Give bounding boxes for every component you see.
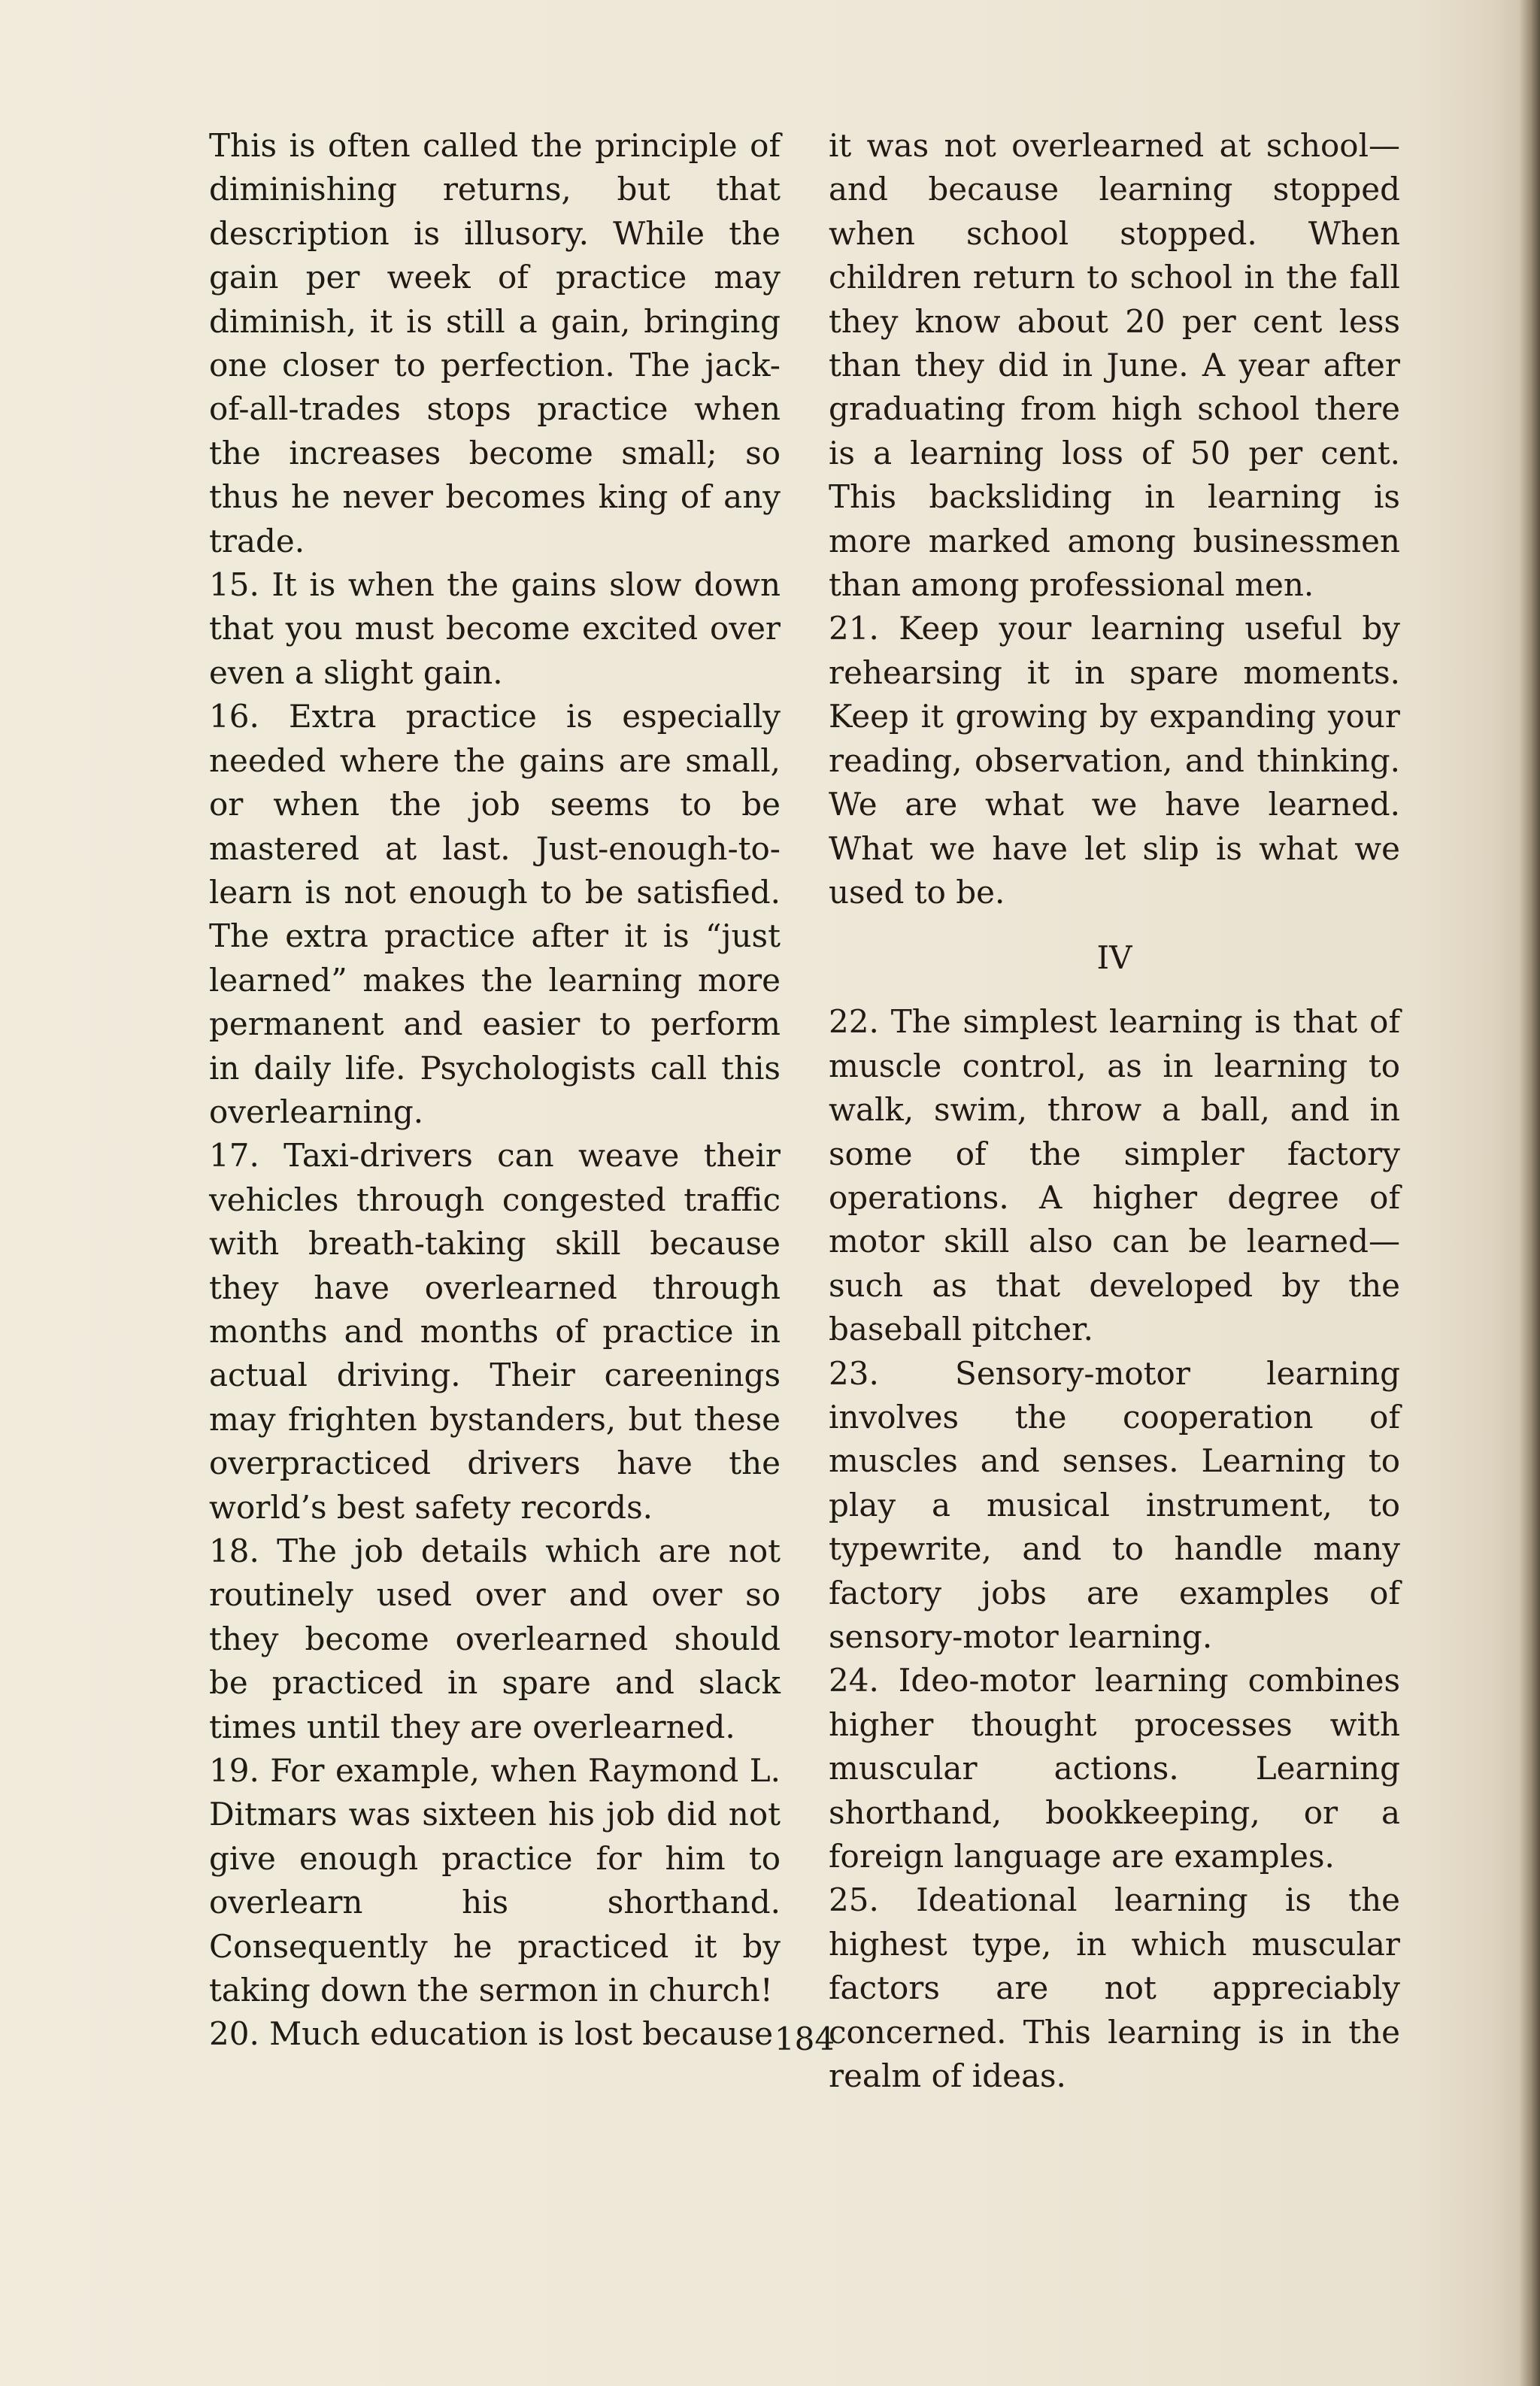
paragraph-18: 18. The job details which are not routinely used over and over so they become overlearned should be practiced in spare and slack times until they are overlearned. xyxy=(209,1533,781,1745)
paragraph-diminishing-returns: This is often called the principle of diminishing returns, but that description is illusory. While the gain per week of practice may diminish, it is still a gain, bringing one closer to perfection. The jack-of-all-trades stops practice when the increases become small; so thus he never becomes king of any trade. xyxy=(209,127,781,559)
section-heading: IV xyxy=(1096,939,1132,977)
paragraph-20-continued: it was not overlearned at school—and because learning stopped when school stopped. When children return to school in the fall they know about 20 per cent less than they did in June. A year after graduating from high school there is a learning loss of 50 per cent. This backsliding in learning is more marked among businessmen than among professional men. xyxy=(829,127,1400,604)
paragraph-25: 25. Ideational learning is the highest type, in which muscular factors are not appreciably concerned. This learning is in the realm of ideas. xyxy=(829,1881,1400,2095)
paragraph-17: 17. Taxi-drivers can weave their vehicles through congested traffic with breath-taking skill because they have overlearned through months and months of practice in actual driving. Their careenings may frighten bystanders, but these overpracticed drivers have the world’s best safety records. xyxy=(209,1137,781,1526)
paragraph-16: 16. Extra practice is especially needed where the gains are small, or when the job seems to be mastered at last. Just-enough-to-learn is not enough to be satisfied. The extra practice after it is “just learned” makes the learning more permanent and easier to perform in daily life. Psychologists call this overlearning. xyxy=(209,698,781,1130)
paragraph-24: 24. Ideo-motor learning combines higher thought processes with muscular actions. Learning shorthand, bookkeeping, or a foreign language are examples. xyxy=(829,1662,1400,1875)
paragraph-22: 22. The simplest learning is that of muscle control, as in learning to walk, swim, throw a ball, and in some of the simpler factory operations. A higher degree of motor skill also can be learned—such as that developed by the baseball pitcher. xyxy=(829,1003,1400,1348)
paragraph-20-start: 20. Much education is lost because xyxy=(209,2015,774,2053)
page-number: 184 xyxy=(774,2021,835,2057)
paragraph-15: 15. It is when the gains slow down that you must become excited over even a slight gain. xyxy=(209,566,781,691)
paragraph-19: 19. For example, when Raymond L. Ditmars was sixteen his job did not give enough practice for him to overlearn his shorthand. Consequently he practiced it by taking down the sermon in church! xyxy=(209,1752,781,2009)
right-text-column xyxy=(829,124,1400,2098)
left-text-column xyxy=(209,124,781,2057)
paragraph-21: 21. Keep your learning useful by rehearsing it in spare moments. Keep it growing by expanding your reading, observation, and thinking. We are what we have learned. What we have let slip is what we used to be. xyxy=(829,610,1400,911)
paragraph-23: 23. Sensory-motor learning involves the cooperation of muscles and senses. Learning to play a musical instrument, to typewrite, and to handle many factory jobs are examples of sensory-motor learning. xyxy=(829,1354,1400,1655)
